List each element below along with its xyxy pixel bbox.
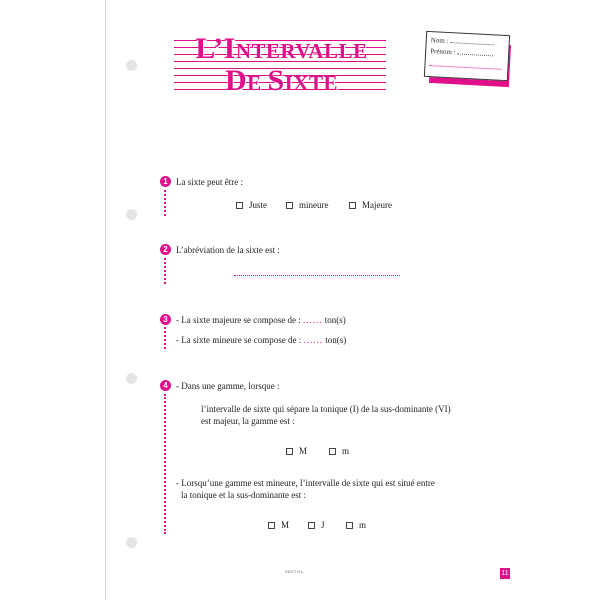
nom-field[interactable] — [450, 42, 494, 45]
question-number-1: 1 — [160, 176, 171, 187]
question-4-para1-line1: l’intervalle de sixte qui sépare la tonique (I) de la sus-dominante (VI) — [201, 404, 451, 414]
checkbox[interactable] — [308, 522, 315, 529]
text: ton(s) — [324, 315, 346, 325]
checkbox[interactable] — [286, 202, 293, 209]
option-label: Juste — [249, 200, 267, 210]
option-M[interactable] — [286, 446, 307, 456]
dotted-column — [164, 190, 166, 216]
text: ton(s) — [325, 335, 347, 345]
blank-field[interactable]: ...... — [303, 335, 323, 345]
checkbox[interactable] — [346, 522, 353, 529]
text: - La sixte mineure se compose de : — [176, 335, 302, 345]
checkbox[interactable] — [329, 448, 336, 455]
title-initial: S — [267, 64, 285, 97]
name-card — [424, 31, 510, 81]
checkbox[interactable] — [268, 522, 275, 529]
question-3-line-1 — [176, 315, 346, 325]
dotted-column — [164, 394, 166, 534]
question-2-text: L’abréviation de la sixte est : — [176, 245, 280, 255]
question-4-para2-line2: la tonique et la sus-dominante est : — [181, 490, 306, 500]
option-mineure[interactable] — [286, 200, 329, 210]
option-m[interactable] — [346, 520, 366, 530]
question-number-3: 3 — [160, 314, 171, 325]
page-title-line1 — [174, 34, 389, 64]
checkbox[interactable] — [286, 448, 293, 455]
option-label: M — [299, 446, 308, 456]
option-label: J — [321, 520, 325, 530]
page-number: 11 — [501, 570, 509, 577]
option-label: mineure — [299, 200, 329, 210]
title-rest: IXTE — [284, 71, 338, 95]
question-number-4: 4 — [160, 380, 171, 391]
option-label: m — [342, 446, 350, 456]
question-4-para2-line1: - Lorsqu’une gamme est mineure, l’intervalle de sixte qui est situé entre — [176, 478, 435, 488]
card-extra-line[interactable] — [429, 65, 501, 70]
option-juste[interactable] — [236, 200, 267, 210]
binder-hole — [126, 60, 137, 71]
binder-hole — [126, 537, 137, 548]
title-rest: NTERVALLE — [235, 39, 368, 63]
prenom-row[interactable] — [430, 47, 494, 58]
option-label: Majeure — [362, 200, 392, 210]
prenom-field[interactable] — [458, 54, 494, 57]
prenom-label: Prénom : — [429, 47, 456, 57]
option-label: m — [359, 520, 367, 530]
question-4-para1-line2: est majeur, la gamme est : — [201, 416, 295, 426]
dotted-column — [164, 258, 166, 284]
title-initial: L’I — [195, 32, 236, 65]
checkbox[interactable] — [349, 202, 356, 209]
option-J[interactable] — [308, 520, 325, 530]
question-1-text: La sixte peut être : — [176, 177, 243, 187]
question-number-2: 2 — [160, 244, 171, 255]
option-M[interactable] — [268, 520, 289, 530]
blank-field[interactable]: ...... — [302, 315, 323, 325]
dotted-column — [164, 327, 166, 349]
option-label: M — [281, 520, 290, 530]
nom-label: Nom : — [430, 36, 449, 46]
title-rest: E — [247, 71, 268, 95]
binder-hole — [126, 209, 137, 220]
answer-line[interactable] — [234, 275, 400, 276]
title-initial: D — [225, 64, 248, 97]
checkbox[interactable] — [236, 202, 243, 209]
text: - La sixte majeure se compose de : — [176, 315, 301, 325]
question-4-intro: - Dans une gamme, lorsque : — [176, 381, 280, 391]
page-title-line2 — [174, 66, 389, 96]
option-m[interactable] — [329, 446, 349, 456]
nom-row[interactable] — [431, 36, 495, 47]
question-3-line-2 — [176, 335, 346, 345]
binder-hole — [126, 373, 137, 384]
footer-code: 24077 H.L. — [285, 569, 305, 574]
margin-line — [105, 0, 106, 600]
option-majeure[interactable] — [349, 200, 392, 210]
